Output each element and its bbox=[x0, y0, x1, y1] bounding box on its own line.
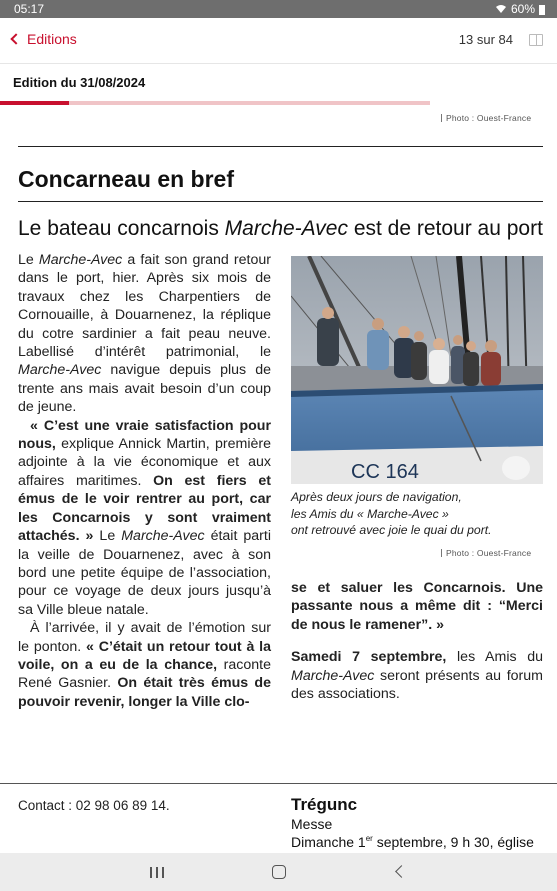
battery-level: 60% bbox=[510, 2, 535, 16]
status-time: 05:17 bbox=[14, 2, 45, 16]
article-column-1 bbox=[18, 251, 271, 711]
recent-apps-icon[interactable] bbox=[150, 867, 164, 878]
edition-header bbox=[0, 64, 557, 102]
status-right bbox=[495, 2, 545, 16]
article-paragraph: À l’arrivée, il y avait de l’émotion sur le ponton. « C’était un retour tout à la voile, on a eu de la chance, raconte René Gasnier. On était très émus de pouvoir revenir, longer la Ville clo- bbox=[18, 620, 271, 710]
photo-caption: Après deux jours de navigation, les Amis du « Marche-Avec » ont retrouvé avec joie le quai du port. bbox=[291, 490, 492, 537]
edition-label: Edition du 31/08/2024 bbox=[13, 75, 146, 90]
article-paragraph: Samedi 7 septembre, les Amis du Marche-Avec seront présents au forum des associations. bbox=[291, 649, 543, 703]
back-to-editions-button[interactable] bbox=[12, 31, 77, 47]
article-paragraph: « C’est une vraie satisfaction pour nous, explique Annick Martin, première adjointe à la vie économique et aux affaires maritimes. On est fiers et émus de le voir rentrer au port, car les Concarnois y sont vraiment attachés. » Le Marche-Avec était parti la veille de Douarnenez, avec à son bord une petite équipe de l’association, pour ce voyage de deux jours jusqu’à sa Ville bleue natale. bbox=[18, 417, 272, 618]
reading-progress-fill bbox=[0, 101, 69, 105]
article-photo bbox=[291, 256, 543, 484]
app-bar bbox=[0, 18, 557, 64]
system-nav-bar bbox=[0, 853, 557, 891]
messe-date: Dimanche 1er septembre, 9 h 30, église bbox=[291, 834, 534, 850]
status-bar bbox=[0, 0, 557, 18]
city-title: Trégunc bbox=[291, 795, 358, 814]
chevron-left-icon bbox=[10, 33, 21, 44]
battery-icon bbox=[539, 5, 545, 15]
bottom-rule bbox=[0, 783, 557, 784]
article-paragraph: Le Marche-Avec a fait son grand retour dans le port, hier. Après six mois de travaux chez les Charpentiers de Cornouaille, à Douarnenez, la réplique du cotre sardinier a fait peau neuve. Labellisé d’intérêt patrimonial, le Marche-Avec navigue depuis plus de trente ans mais avait besoin d’un coup de jeune. bbox=[18, 252, 271, 416]
back-nav-icon[interactable] bbox=[395, 865, 408, 878]
boat-registration: CC 164 bbox=[351, 461, 419, 483]
section-rule bbox=[18, 146, 543, 147]
messe-heading: Messe bbox=[291, 816, 333, 832]
photo-credit-top: Photo : Ouest-France bbox=[441, 113, 531, 123]
article-column-2 bbox=[291, 579, 543, 703]
contact-text: Contact : 02 98 06 89 14. bbox=[18, 798, 170, 813]
section-title: Concarneau en bref bbox=[18, 166, 234, 192]
section-rule-2 bbox=[18, 201, 543, 202]
reading-progress-bar bbox=[0, 101, 430, 105]
article-paragraph: se et saluer les Concarnois. Une passante nous a même dit : “Merci de nous le ramener”. » bbox=[291, 580, 543, 633]
home-icon[interactable] bbox=[272, 865, 286, 879]
wifi-icon bbox=[495, 4, 507, 14]
article-headline: Le bateau concarnois Marche-Avec est de retour au port bbox=[18, 217, 543, 240]
page-count: 13 sur 84 bbox=[458, 32, 513, 47]
book-icon[interactable] bbox=[529, 34, 543, 46]
photo-credit: Photo : Ouest-France bbox=[441, 548, 531, 558]
back-label: Editions bbox=[27, 31, 77, 47]
